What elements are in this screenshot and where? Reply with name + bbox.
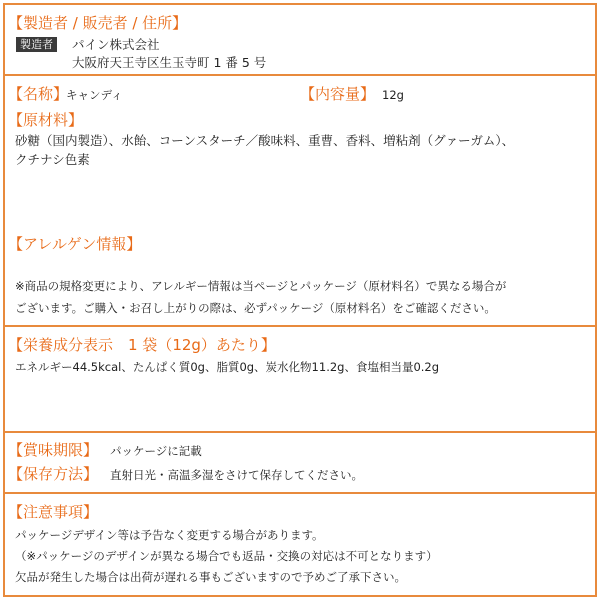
expiry-heading: 【賞味期限】	[8, 441, 99, 459]
notes-line-2: （※パッケージのデザインが異なる場合でも返品・交換の対応は不可となります）	[15, 549, 438, 563]
notes-line-3: 欠品が発生した場合は出荷が遅れる事もございますので予めご了承下さい。	[15, 570, 406, 584]
manufacturer-badge: 製造者	[16, 37, 57, 52]
content-heading: 【内容量】	[300, 85, 376, 103]
name-heading: 【名称】	[8, 85, 69, 103]
ingredients-line-2: クチナシ色素	[15, 152, 90, 167]
allergy-line-1: ※商品の規格変更により、アレルギー情報は当ページとパッケージ（原材料名）で異なる場合が	[15, 279, 507, 293]
expiry-value: パッケージに記載	[110, 444, 202, 458]
name-value: キャンディ	[66, 88, 123, 102]
notes-heading: 【注意事項】	[8, 503, 99, 521]
divider	[5, 74, 595, 76]
manufacturer-heading: 【製造者 / 販売者 / 住所】	[8, 14, 188, 32]
ingredients-line-1: 砂糖（国内製造）、水飴、コーンスターチ／酸味料、重曹、香料、増粘剤（グァーガム）、	[15, 133, 515, 148]
storage-value: 直射日光・高温多湿をさけて保存してください。	[110, 468, 363, 482]
allergy-line-2: ございます。ご購入・お召し上がりの際は、必ずパッケージ（原材料名）をご確認ください。	[15, 301, 496, 315]
company-address: 大阪府天王寺区生玉寺町 1 番 5 号	[72, 55, 267, 70]
divider	[5, 492, 595, 494]
content-value: 12g	[382, 88, 404, 102]
divider	[5, 431, 595, 433]
allergy-heading: 【アレルゲン情報】	[8, 235, 142, 253]
storage-heading: 【保存方法】	[8, 465, 99, 483]
divider	[5, 325, 595, 327]
nutrition-heading: 【栄養成分表示 1 袋（12g）あたり】	[8, 336, 276, 354]
notes-line-1: パッケージデザイン等は予告なく変更する場合があります。	[15, 528, 324, 542]
nutrition-line-1: エネルギー44.5kcal、たんぱく質0g、脂質0g、炭水化物11.2g、食塩相当量0.2g	[15, 360, 440, 374]
ingredients-heading: 【原材料】	[8, 111, 84, 129]
company-name: パイン株式会社	[72, 37, 160, 52]
